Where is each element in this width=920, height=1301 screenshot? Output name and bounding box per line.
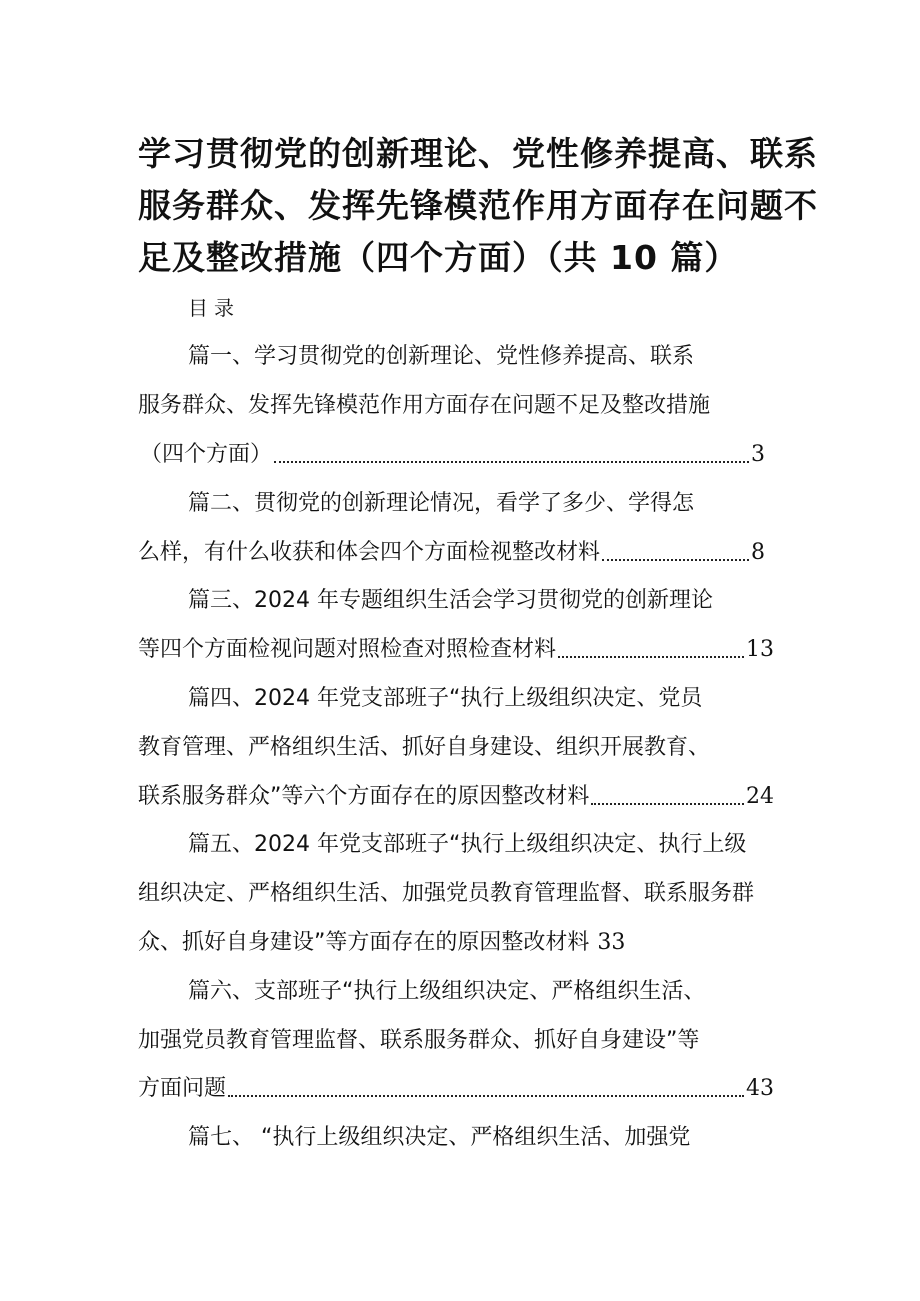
toc-entry-5-line-1[interactable]: 篇五、2024 年党支部班子“执行上级组织决定、执行上级 bbox=[188, 832, 747, 857]
toc-entry-6-line-1[interactable]: 篇六、支部班子“执行上级组织决定、严格组织生活、 bbox=[188, 979, 706, 1004]
toc-entry-5-line-3[interactable]: 众、抓好自身建设”等方面存在的原因整改材料 33 bbox=[138, 923, 625, 963]
toc-entry-3-line-2[interactable]: 等四个方面检视问题对照检查对照检查材料 13 bbox=[138, 630, 774, 670]
page-number: 8 bbox=[751, 540, 765, 565]
title-line-1: 学习贯彻党的创新理论、党性修养提高、联系 bbox=[138, 134, 818, 173]
toc-heading: 目录 bbox=[188, 296, 240, 320]
title-line-2: 服务群众、发挥先锋模范作用方面存在问题不 bbox=[138, 186, 818, 225]
toc-entry-2-line-1[interactable]: 篇二、贯彻党的创新理论情况，看学了多少、学得怎 bbox=[188, 491, 695, 516]
dot-leader bbox=[274, 461, 749, 463]
toc-entry-2-line-2[interactable]: 么样，有什么收获和体会四个方面检视整改材料 8 bbox=[138, 533, 765, 573]
title-line-3: 足及整改措施（四个方面）（共 10 篇） bbox=[138, 238, 739, 277]
toc-entry-4-line-3[interactable]: 联系服务群众”等六个方面存在的原因整改材料 24 bbox=[138, 777, 774, 817]
toc-entry-3-line-1[interactable]: 篇三、2024 年专题组织生活会学习贯彻党的创新理论 bbox=[188, 588, 713, 613]
dot-leader bbox=[602, 559, 749, 561]
toc-entry-6-line-2[interactable]: 加强党员教育管理监督、联系服务群众、抓好自身建设”等 bbox=[138, 1028, 700, 1053]
toc-entry-7-line-1[interactable]: 篇七、 “执行上级组织决定、严格组织生活、加强党 bbox=[188, 1125, 691, 1150]
dot-leader bbox=[558, 656, 744, 658]
page-number: 24 bbox=[746, 784, 774, 809]
dot-leader bbox=[228, 1095, 744, 1097]
toc-entry-1-line-3[interactable]: （四个方面） 3 bbox=[140, 435, 765, 475]
document-title bbox=[138, 128, 818, 284]
toc-entry-1-line-1[interactable]: 篇一、学习贯彻党的创新理论、党性修养提高、联系 bbox=[188, 344, 695, 369]
toc-entry-6-line-3[interactable]: 方面问题 43 bbox=[138, 1069, 774, 1109]
page-number: 13 bbox=[746, 637, 774, 662]
dot-leader bbox=[591, 803, 744, 805]
page-number: 3 bbox=[751, 442, 765, 467]
page-number: 33 bbox=[597, 930, 626, 955]
toc-entry-5-line-2[interactable]: 组织决定、严格组织生活、加强党员教育管理监督、联系服务群 bbox=[138, 881, 755, 906]
toc-entry-4-line-1[interactable]: 篇四、2024 年党支部班子“执行上级组织决定、党员 bbox=[188, 686, 703, 711]
toc-entry-1-line-2[interactable]: 服务群众、发挥先锋模范作用方面存在问题不足及整改措施 bbox=[138, 393, 711, 418]
toc-entry-4-line-2[interactable]: 教育管理、严格组织生活、抓好自身建设、组织开展教育、 bbox=[138, 735, 711, 760]
page-number: 43 bbox=[746, 1076, 774, 1101]
